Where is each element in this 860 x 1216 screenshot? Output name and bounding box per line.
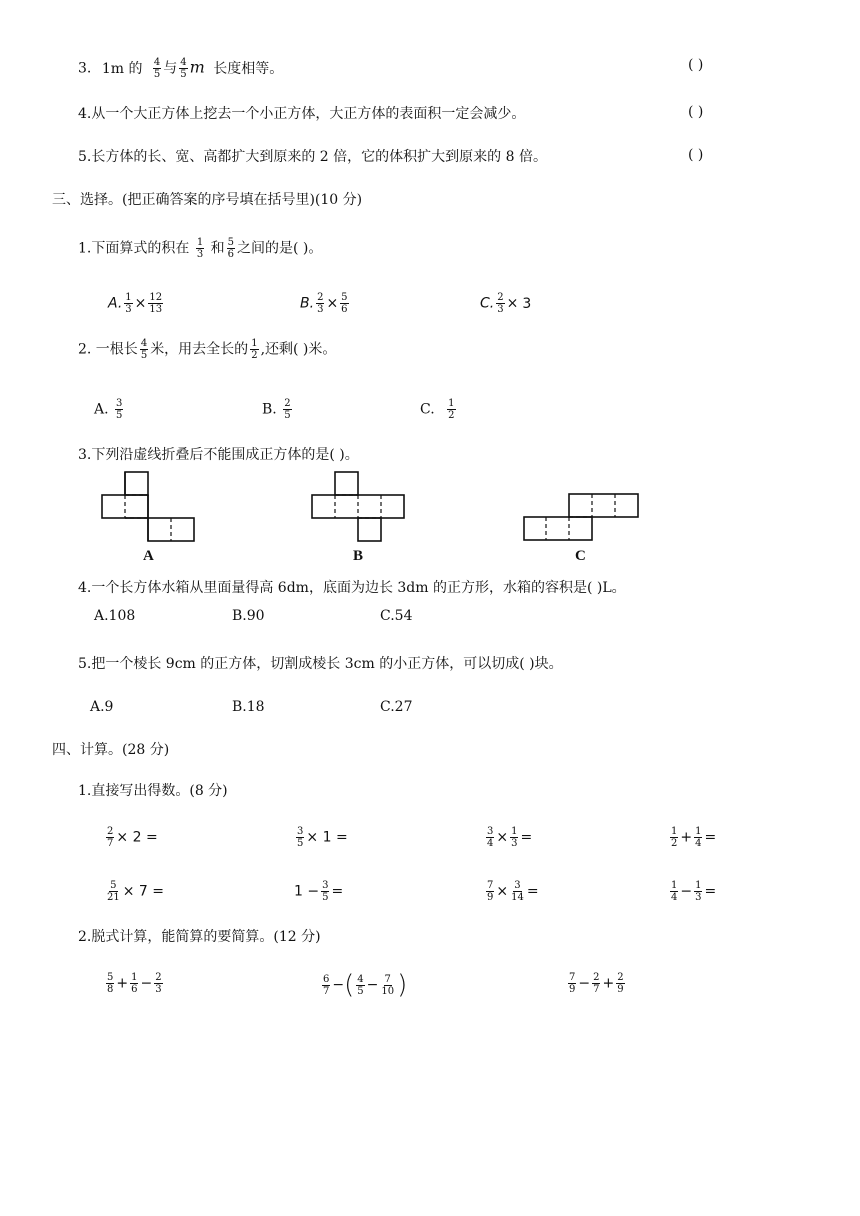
choice-q2 (78, 338, 336, 361)
answer-paren[interactable]: ( ) (688, 147, 704, 163)
answer-paren[interactable]: ( ) (688, 57, 704, 73)
answer-paren[interactable]: ( ) (688, 104, 704, 120)
question-text: 和 (210, 240, 225, 257)
option-b[interactable]: B.18 (232, 699, 265, 715)
net-label-c: C (575, 548, 586, 564)
option-a[interactable]: A. $\frac{3}{5}$ (94, 398, 123, 421)
calc-item[interactable]: $\frac{7}{9}$ × $\frac{3}{14}$ = (487, 880, 539, 903)
calc-item[interactable]: $\frac{3}{5}$ × 1 = (297, 826, 348, 849)
question-text: 米，用去全长的 (150, 341, 249, 358)
cube-net-a[interactable] (100, 470, 198, 544)
calc-item[interactable]: $\frac{1}{4}$ − $\frac{1}{3}$ = (671, 880, 717, 903)
option-b[interactable]: B. $\frac{2}{3}$ × $\frac{5}{6}$ (300, 292, 348, 315)
judge-item-5: 5.长方体的长、宽、高都扩大到原来的 2 倍，它的体积扩大到原来的 8 倍。 (78, 149, 547, 165)
section3-title: 三、选择。(把正确答案的序号填在括号里)(10 分) (52, 192, 363, 208)
option-c[interactable]: C.54 (380, 608, 413, 624)
expression[interactable]: $\frac{6}{7}$ −( $\frac{4}{5}$ − $\frac{7}{10}$ ) (323, 970, 408, 1000)
option-a[interactable]: A.108 (94, 608, 136, 624)
option-b[interactable]: B.90 (232, 608, 265, 624)
question-text[interactable]: 之间的是( )。 (237, 240, 323, 257)
choice-q4[interactable]: 4.一个长方体水箱从里面量得高 6dm，底面为边长 3dm 的正方形，水箱的容积是( )L。 (78, 580, 626, 596)
option-c[interactable]: C. $\frac{2}{3}$ × 3 (480, 292, 532, 315)
choice-q5[interactable]: 5.把一个棱长 9cm 的正方体，切割成棱长 3cm 的小正方体，可以切成( )块。 (78, 656, 563, 672)
choice-q1 (78, 237, 322, 260)
calc-item[interactable]: 1 − $\frac{3}{5}$ = (294, 880, 344, 903)
fraction: $\frac{5}{6}$ (227, 237, 235, 260)
calc-item[interactable]: $\frac{2}{7}$ × 2 = (107, 826, 158, 849)
unit: m (189, 57, 205, 77)
calc-item[interactable]: $\frac{3}{4}$ × $\frac{1}{3}$ = (487, 826, 533, 849)
calc-item[interactable]: $\frac{1}{2}$ + $\frac{1}{4}$ = (671, 826, 717, 849)
fraction: $\frac{4}{5}$ (180, 57, 187, 80)
question-text[interactable]: ,还剩( )米。 (260, 341, 337, 358)
option-a[interactable]: A.9 (90, 699, 114, 715)
item-text: 1m 的 (101, 60, 143, 77)
option-b[interactable]: B. $\frac{2}{5}$ (262, 398, 291, 421)
net-label-b: B (353, 548, 364, 564)
net-label-a: A (143, 548, 154, 564)
item-text: 与 (163, 60, 178, 77)
option-c[interactable]: C. $\frac{1}{2}$ (420, 398, 455, 421)
choice-q3[interactable]: 3.下列沿虚线折叠后不能围成正方体的是( )。 (78, 447, 359, 463)
judge-item-4: 4.从一个大正方体上挖去一个小正方体，大正方体的表面积一定会减少。 (78, 106, 526, 122)
expression[interactable]: $\frac{7}{9}$ − $\frac{2}{7}$ + $\frac{2}{9}$ (569, 972, 624, 995)
calc-q1-title: 1.直接写出得数。(8 分) (78, 783, 228, 799)
item-text: 长度相等。 (213, 60, 284, 77)
option-c[interactable]: C.27 (380, 699, 413, 715)
fraction: $\frac{4}{5}$ (153, 57, 161, 80)
section4-title: 四、计算。(28 分) (52, 742, 170, 758)
question-text: 2. 一根长 (78, 341, 138, 358)
fraction: $\frac{1}{2}$ (251, 338, 258, 361)
fraction: $\frac{1}{3}$ (196, 237, 204, 260)
calc-q2-title: 2.脱式计算，能简算的要简算。(12 分) (78, 929, 321, 945)
calc-item[interactable]: $\frac{5}{21}$ × 7 = (107, 880, 165, 903)
cube-net-c[interactable] (522, 492, 642, 544)
option-a[interactable]: A. $\frac{1}{3}$ × $\frac{12}{13}$ (108, 292, 163, 315)
fraction: $\frac{4}{5}$ (140, 338, 148, 361)
question-text: 1.下面算式的积在 (78, 240, 190, 257)
judge-item-3 (78, 57, 283, 80)
item-number: 3. (78, 60, 92, 77)
cube-net-b[interactable] (310, 470, 408, 544)
expression[interactable]: $\frac{5}{8}$ + $\frac{1}{6}$ − $\frac{2}{3}$ (107, 972, 162, 995)
